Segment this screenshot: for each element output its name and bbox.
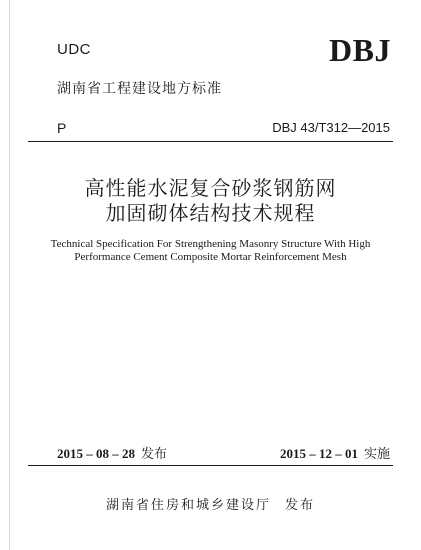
publisher-action: 发布	[285, 498, 316, 513]
implement-date: 2015 – 12 – 01	[279, 446, 358, 461]
issue-date-block	[57, 443, 167, 462]
classification-code: P	[57, 120, 67, 136]
publisher-name: 湖南省住房和城乡建设厅	[105, 498, 271, 513]
series-mark: DBJ	[329, 32, 391, 68]
header-divider	[28, 141, 393, 142]
title-zh-line-2: 加固砌体结构技术规程	[105, 201, 316, 225]
title-en-line-1: Technical Specification For Strengthening Masonry Structure With High	[50, 238, 371, 250]
standard-type: 湖南省工程建设地方标准	[57, 81, 222, 97]
standard-number: DBJ 43/T312—2015	[272, 120, 390, 135]
implement-date-block	[280, 443, 390, 462]
udc-label: UDC	[57, 41, 91, 58]
issue-label: 发布	[141, 447, 168, 462]
footer-divider	[28, 465, 393, 466]
issue-date: 2015 – 08 – 28	[57, 446, 135, 461]
title-zh-line-1: 高性能水泥复合砂浆钢筋网	[84, 176, 337, 200]
implement-label: 实施	[363, 447, 390, 462]
publisher-block	[0, 494, 421, 513]
title-en-line-2: Performance Cement Composite Mortar Reinforcement Mesh	[74, 251, 347, 263]
binding-edge-line	[9, 0, 10, 550]
